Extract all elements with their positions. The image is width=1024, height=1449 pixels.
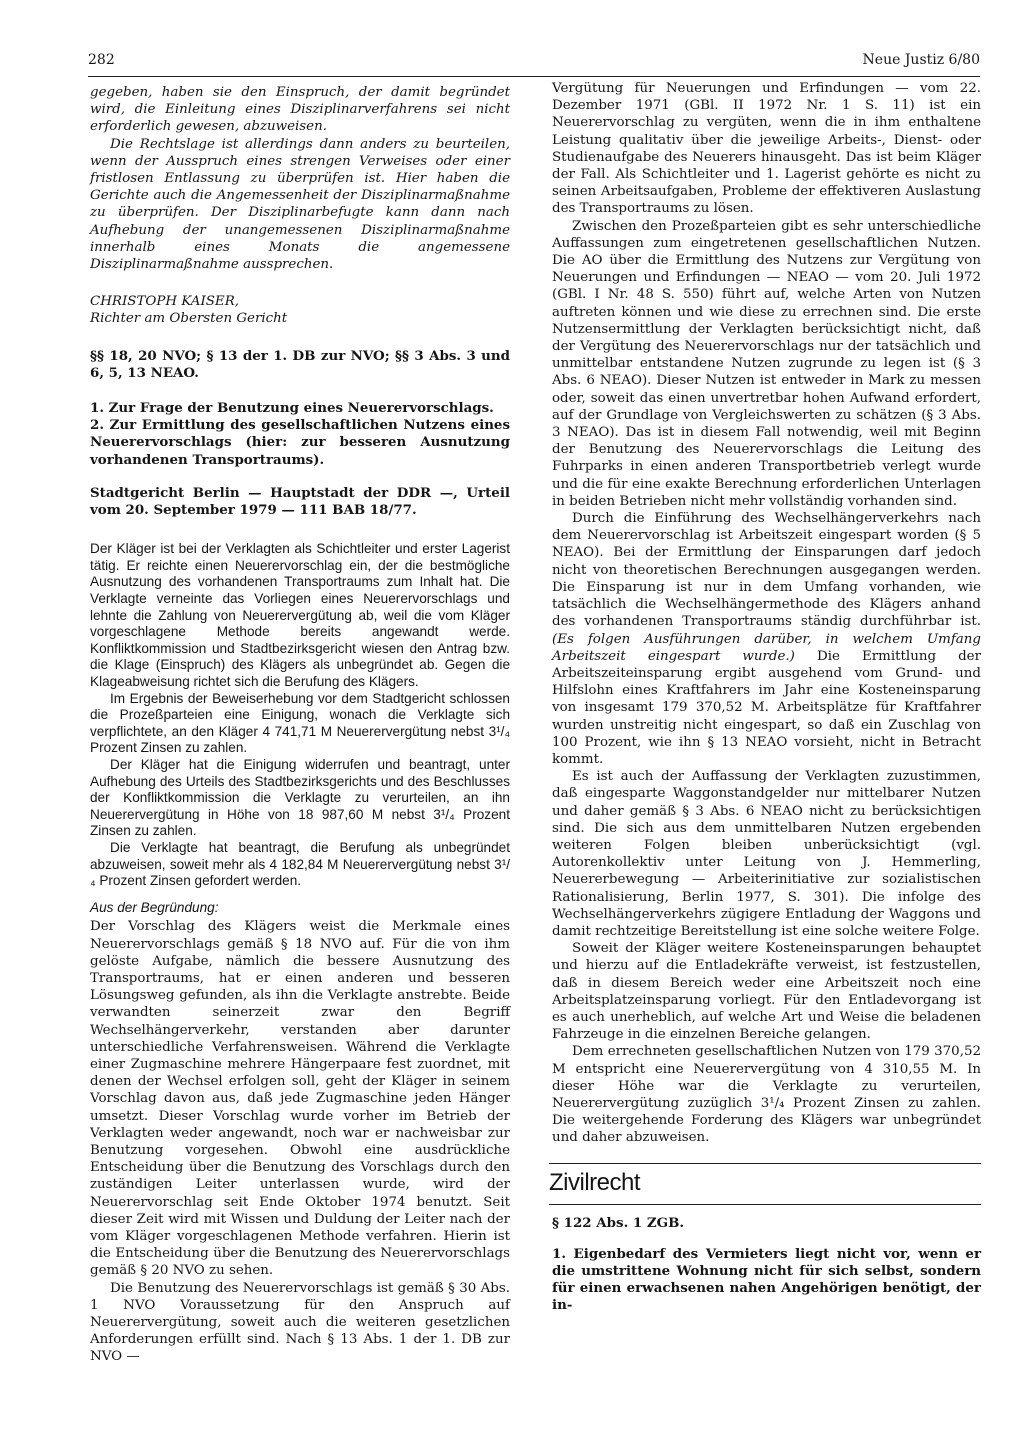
civil-norm-reference: § 122 Abs. 1 ZGB. [552,1214,685,1231]
reasons [90,918,510,1365]
headnote: 1. Zur Frage der Benutzung eines Neuerervorschlags. [90,400,494,417]
journal-issue: Neue Justiz 6/80 [862,52,980,68]
reasons-heading: Aus der Begründung: [90,899,219,915]
body-paragraph: Es ist auch der Auffassung der Verklagten zuzustimmen, daß eingesparte Waggonstandgelder nur mittelbarer Nutzen und daher gemäß § 3 Abs. 6 NEAO nicht zu berücksichtigen sind. Die sich aus dem unmittelbaren Nutzen ergebenden weiteren Folgen bleiben unberücksichtigt (vgl. Autorenkollektiv unter Leitung von J. Hemmerling, Neuererbewegung — Arbeiterinitiative zur sozialistischen Rationalisierung, Berlin 1977, S. 301). Die infolge des Wechselhängerverkehrs zügigere Entladung der Waggons und damit rechtzeitige Bereitstellung ist eine solche weitere Folge. [552,769,981,939]
body-paragraph: Soweit der Kläger weitere Kosteneinsparungen behauptet und hierzu auf die Entladekräfte verweist, ist festzustellen, daß in diesem Bereich weder eine Arbeitszeit noch eine Arbeitsplatzeinsparung vorliegt. Für den Entladevorgang ist es auch unerheblich, auf welche Art und Weise die beladenen Fahrzeuge in die einzelnen Bereiche gelangen. [552,941,981,1043]
author-title: Richter am Obersten Gericht [90,311,288,327]
norm-references: §§ 18, 20 NVO; § 13 der 1. DB zur NVO; §§ 3 Abs. 3 und 6, 5, 13 NEAO. [90,347,510,381]
body-paragraph: Zwischen den Prozeßparteien gibt es sehr unterschiedliche Auffassungen zum eingetretenen gesellschaftlichen Nutzen. Die AO über die Ermittlung des Nutzens zur Vergütung von Neuerungen und Erfindungen — NEAO — vom 20. Juli 1972 (GBl. I Nr. 48 S. 550) führt auf, welche Arten von Nutzen auftreten können und wie diese zu errechnen sind. Die erste Nutzensermittlung der Verklagten berücksichtigt nicht, daß der Vergütung des Neuerervorschlags nur der tatsächlich und unmittelbar entstandene Nutzen zugrunde zu legen ist (§ 3 Abs. 6 NEAO). Dieser Nutzen ist entweder in Mark zu messen oder, soweit das einen unvertretbar hohen Aufwand erfordert, auf der Grundlage von Vergleichswerten zu schätzen (§ 3 Abs. 3 NEAO). Das ist in diesem Fall notwendig, weil mit Beginn der Benutzung des Neuerervorschlags die Leitung des Fuhrparks in einen anderen Transportbetrieb verlegt wurde und die für eine exakte Berechnung erforderlichen Unterlagen in beiden Betrieben nicht mehr vollständig vorhanden sind. [552,218,981,509]
facts-paragraph: Der Kläger ist bei der Verklagten als Schichtleiter und erster Lagerist tätig. Er reichte einen Neuerervorschlag ein, der die bestmögliche Ausnutzung des vorhandenen Transportraums zum Inhalt hat. Die Verklagte verneinte das Vorliegen eines Neuerervorschlags und lehnte die Zahlung von Neuerervergütung ab, weil die vom Kläger vorgeschlagene Methode bereits angewandt werde. Konfliktkommission und Stadtbezirksgericht wiesen den Antrag bzw. die Klage (Einspruch) des Klägers als unbegründet ab. Gegen die Klageabweisung richtet sich die Berufung des Klägers. [90,541,510,690]
facts-paragraph: Im Ergebnis der Beweiserhebung vor dem Stadtgericht schlossen die Prozeßparteien eine Einigung, wonach die Verklagte sich verpflichtete, an den Kläger 4 741,71 M Neuerervergütung nebst 3¹/₄ Prozent Zinsen zu zahlen. [90,690,510,756]
headnotes [90,400,510,469]
body-paragraph [552,510,981,768]
facts-paragraph: Der Kläger hat die Einigung widerrufen und beantragt, unter Aufhebung des Urteils des Stadtbezirksgerichts und des Beschlusses der Konfliktkommission die Verklagte zu verurteilen, an ihn Neuerervergütung in Höhe von 18 987,60 M nebst 3¹/₄ Prozent Zinsen zu zahlen. [90,756,510,839]
body-text: Die Ermittlung der Arbeitszeiteinsparung ergibt ausgehend vom Grund- und Hilfslohn eines Kraftfahrers im Jahr eine Kosteneinsparung von insgesamt 179 370,52 M. Arbeitsplätze für Kraftfahrer wurden unstreitig nicht eingespart, so daß ein Zuschlag von 100 Prozent, wie ihn § 13 NEAO vorsieht, nicht in Betracht kommt. [552,648,981,767]
author-block [90,293,510,327]
editorial-note: (Es folgen Ausführungen darüber, in welchem Umfang Arbeitszeit eingespart wurde.) [552,631,981,664]
body-paragraph: Vergütung für Neuerungen und Erfindungen — vom 22. Dezember 1971 (GBl. II 1972 Nr. 1 S. 11) ist ein Neuerervorschlag zu vergüten, wenn die in ihm enthaltene Leistung qualitativ über die jeweilige Arbeits-, Dienst- oder Studienaufgabe des Neuerers hinausgeht. Das ist beim Kläger der Fall. Als Schichtleiter und 1. Lagerist gehörte es nicht zu seinen Arbeitsaufgaben, Probleme der effektiveren Auslastung des Transportraums zu lösen. [552,81,981,217]
body-paragraph: Dem errechneten gesellschaftlichen Nutzen von 179 370,52 M entspricht eine Neuerervergütung von 4 310,55 M. In dieser Höhe war die Verklagte zu verurteilen, Neuerervergütung zuzüglich 3¹/₄ Prozent Zinsen zu zahlen. Die weitergehende Forderung des Klägers war unbegründet und daher abzuweisen. [552,1044,981,1146]
page-number: 282 [88,52,115,68]
facts-paragraph: Die Verklagte hat beantragt, die Berufung als unbegründet abzuweisen, soweit mehr als 4 182,84 M Neuerervergütung nebst 3¹/₄ Prozent Zinsen gefordert werden. [90,839,510,889]
author-name: CHRISTOPH KAISER, [90,294,240,310]
reasons-paragraph: Der Vorschlag des Klägers weist die Merkmale eines Neuerervorschlags gemäß § 18 NVO auf. Für die von ihm gelöste Aufgabe, nämlich die bessere Ausnutzung des Transportraums, hat er einen anderen und besseren Lösungsweg gefunden, als ihn die Verklagte anstrebte. Beide verwandten seinerzeit zwar den Begriff Wechselhängerverkehr, verstanden aber darunter unterschiedliche Verfahrensweisen. Während die Verklagte einer Zugmaschine mehrere Hängerpaare fest zuordnet, mit denen der Wechsel erfolgen soll, geht der Kläger in seinem Vorschlag davon aus, daß jede Zugmaschine jeden Hänger umsetzt. Dieser Vorschlag wurde vorher im Betrieb der Verklagten weder angewandt, noch war er nachweisbar zur Benutzung vorgesehen. Obwohl eine ausdrückliche Entscheidung über die Benutzung des Vorschlags durch den zuständigen Leiter unterlassen wurde, wird der Neuerervorschlag seit Ende Oktober 1974 benutzt. Seit dieser Zeit wird mit Wissen und Duldung der Leiter nach der vom Kläger vorgeschlagenen Methode verfahren. Hierin ist die Entscheidung über die Benutzung des Neuerervorschlags gemäß § 20 NVO zu sehen. [90,919,510,1279]
left-column [90,84,510,1366]
page-header [88,52,980,77]
reasons-paragraph: Die Benutzung des Neuerervorschlags ist gemäß § 30 Abs. 1 NVO Voraussetzung für den Anspruch auf Neuerervergütung, soweit auch die weiteren gesetzlichen Anforderungen erfüllt sind. Nach § 13 Abs. 1 der 1. DB zur NVO — [90,1280,510,1365]
body-text: Durch die Einführung des Wechselhängerverkehrs nach dem Neuerervorschlag ist Arbeitszeit eingespart worden (§ 5 NEAO). Bei der Ermittlung der Einsparungen darf jedoch nicht von theoretischen Berechnungen ausgegangen werden. Die Einsparung ist nur in dem Umfang vorhanden, wie tatsächlich die Wechselhängermethode des Klägers anhand des vorhandenen Transportraums ständig durchführbar ist. [552,511,981,630]
case-facts [90,541,510,889]
headnote: 2. Zur Ermittlung des gesellschaftlichen Nutzens eines Neuerervorschlags (hier: zur besseren Ausnutzung vorhandenen Transportraums). [90,417,510,468]
right-column [549,80,981,1315]
commentary-paragraph: gegeben, haben sie den Einspruch, der damit begründet wird, die Einleitung eines Disziplinarverfahrens sei nicht erforderlich gewesen, abzuweisen. [90,85,510,135]
commentary-paragraph: Die Rechtslage ist allerdings dann anders zu beurteilen, wenn der Ausspruch eines strengen Verweises oder einer fristlosen Entlassung zu überprüfen ist. Hier haben die Gerichte auch die Angemessenheit der Disziplinarmaßnahme zu überprüfen. Der Disziplinarbefugte kann dann nach Aufhebung der unangemessenen Disziplinarmaßnahme innerhalb eines Monats die angemessene Disziplinarmaßnahme aussprechen. [90,136,510,273]
court-decision: Stadtgericht Berlin — Hauptstadt der DDR —, Urteil vom 20. September 1979 — 111 BAB 18/77. [90,484,510,519]
section-title: Zivilrecht [549,1163,981,1205]
civil-headnote: 1. Eigenbedarf des Vermieters liegt nicht vor, wenn er die umstrittene Wohnung nicht für sich selbst, sondern für einen erwachsenen nahen Angehörigen benötigt, der in- [552,1245,981,1314]
